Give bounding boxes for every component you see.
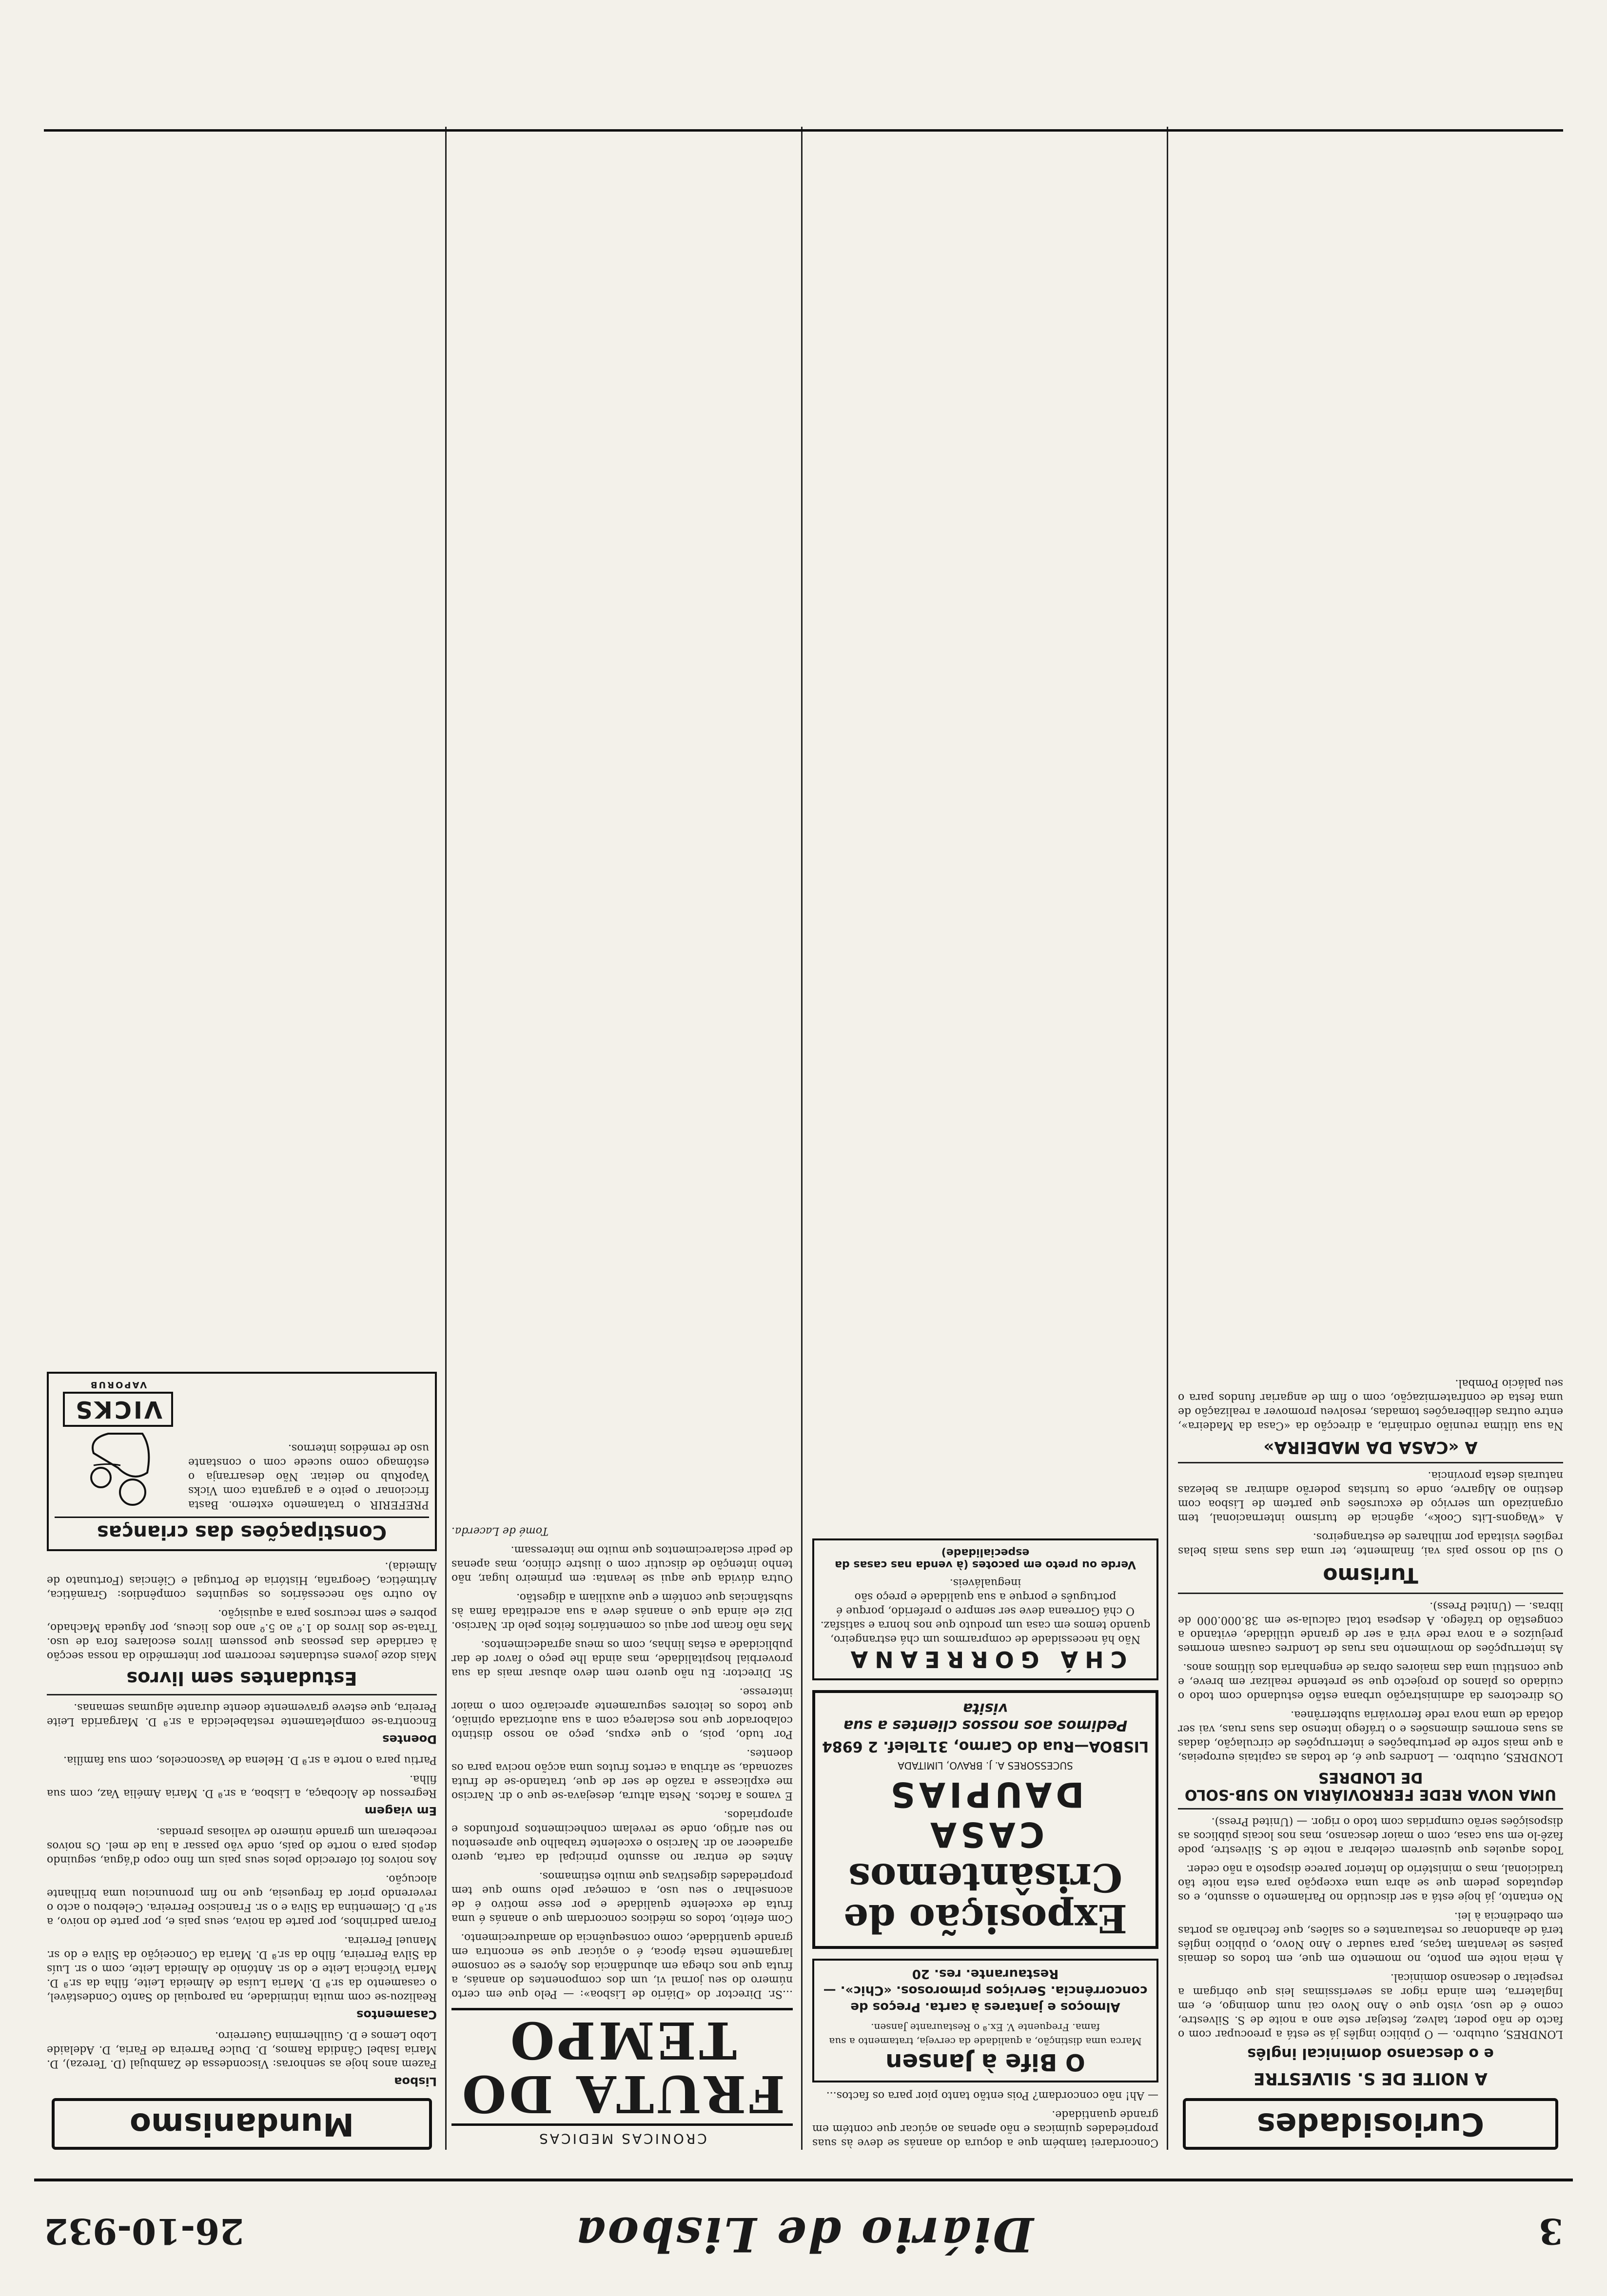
article-paragraph: LONDRES, outubro. — Londres que é, de todas as capitais europeias, a que mais sofre de perturbações e interrupções de circulação, dadas as suas enormes dimensões e o tráfego intenso das suas ruas, vai ser dotada de uma nova rede ferroviária subterrânea. [1178, 1709, 1563, 1763]
ad-gorreana-sub: Verde ou preto em pacotes (à venda nas casas da especialidade) [835, 1546, 1136, 1571]
article-paragraph: No entanto, já hoje está a ser discutido no Parlamento o assunto, e os deputados pedem que se abra uma excepção para esta noite tão tradicional, mas o ministério do Interior parece disposto a não ceder. [1178, 1863, 1563, 1903]
article-paragraph: As interrupções do movimento nas ruas de Londres causam enormes prejuízos e a nova rede virá a ser de grande utilidade, evitando a congestão do tráfego. A despesa total calcula-se em 38.000.000 de libras. — (United Press). [1178, 1600, 1563, 1654]
ad-exposicao-shop: CASA DAUPIAS [886, 1774, 1084, 1854]
article-paragraph: E vamos a factos. Nesta altura, desejava-se que o dr. Narciso me explicasse a razão de ser de que, tratando-se de fruta sazonada, se atribua a certos frutos uma acção nociva para os doentes. [451, 1747, 793, 1802]
subheadline-silvestre: e o descanso dominical inglês [1247, 2045, 1494, 2062]
article-paragraph: À meia noite em ponto, no momento em que, em todos os demais países se levantam taças, para saudar o Ano Novo, o público inglês terá de abandonar os restaurantes e os salões, que fecharão as portas em obediência à lei. [1178, 1910, 1563, 1965]
article-paragraph: LONDRES, outubro. — O público inglês já se está a preocupar com o facto de não poder, talvez, festejar este ano a noite de S. Silvestre, como é de uso, visto que o Ano Novo cai num domingo, e, em Inglaterra, tem ainda rigor as severíssimas leis que obrigam a respeitar o descanso dominical. [1178, 1971, 1563, 2040]
article-paragraph: Ao outro são necessários os seguintes compêndios: Gramática, Aritmética, Geografia, História de Portugal e Ciências (Fortunato de Almeida). [47, 1560, 437, 1600]
article-paragraph: Regressou de Alcobaça, a Lisboa, a sr.ª D. Maria Amélia Vaz, com sua filha. [47, 1773, 437, 1799]
ad-vicks [47, 1372, 437, 1551]
section-rule [1178, 1808, 1563, 1810]
article-paragraph: O sul do nosso país vai, finalmente, ter uma das suas mais belas regiões visitada por milhares de estrangeiros. [1178, 1531, 1563, 1557]
ad-cha-gorreana [812, 1538, 1158, 1680]
article-paragraph: Na sua última reunião ordinária, a direcção da «Casa da Madeira», entre outras deliberações tomadas, resolveu promover a realização de uma festa de confraternização, com o fim de angariar fundos para o seu palácio Pombal. [1178, 1377, 1563, 1432]
page-number: 3 [1538, 2211, 1563, 2252]
fruta-do-tempo-title: FRUTA DO TEMPO [451, 2008, 793, 2126]
curiosidades-box: Curiosidades [1183, 2098, 1558, 2150]
ad-exposicao-cta: Pedimos aos nossos clientes a sua visita [843, 1700, 1128, 1734]
masthead [44, 2194, 1563, 2262]
ad-bife-line: Almoços e jantares à carta. Preços de concorrência. Serviços primorosos. «Chic». — Restaurante. res. 20 [823, 1966, 1148, 2014]
headline-casa-madeira: A «CASA DA MADEIRA» [1263, 1438, 1478, 1457]
column-ads [812, 127, 1158, 2150]
subhead-anos: Lisboa [394, 2075, 437, 2088]
headline-londres: UMA NOVA REDE FERROVIÁRIA NO SUB-SOLO DE LONDRES [1184, 1769, 1557, 1803]
article-paragraph: ...Sr. Director do «Diário de Lisboa»: — Pelo que em certo número do seu jornal vi, um dos componentes do ananás, a fruta que nos chega em abundância dos Açores e se consome largamente nesta época, é o açúcar que se encontra em grande quantidade, como consequência do amadurecimento. [451, 1931, 793, 2000]
cronicas-medicas-label: CRONICAS MEDICAS [537, 2131, 707, 2147]
mundanismo-box: Mundanismo [52, 2098, 432, 2150]
article-paragraph: Mais doze jovens estudantes recorrem por intermédio da nossa secção à caridade das pessoas que possuem livros escolares fora de uso. Trata-se dos livros do 1.º ao 5.º ano dos liceus, por Águeda Machado, pobres e sem recursos para a aquisição. [47, 1607, 437, 1662]
article-signature: Tomé de Lacerda. [451, 1525, 549, 1537]
article-paragraph: Concordarei também que a doçura do ananás se deve às suas propriedades químicas e não apenas ao açúcar que contém em grande quantidade. [812, 2108, 1158, 2149]
article-paragraph: Antes de entrar no assunto principal da carta, quero agradecer ao dr. Narciso o excelente trabalho que apresentou no seu artigo, onde se revelam conhecimentos profundos e apropriados. [451, 1809, 793, 1863]
headline-turismo: Turismo [1323, 1563, 1418, 1588]
ad-gorreana-text: Não há necessidade de comprarmos um chá estrangeiro, quando temos em casa um produto que nos honra e satisfaz. O chá Gorreana deve ser sempre o preferido, porque é português e porque a sua qualidade e preço são inegualáveis. [820, 1576, 1151, 1645]
ad-bife-title: O Bife à Jansen [885, 2048, 1085, 2076]
mother-child-illustration [69, 1429, 167, 1512]
article-paragraph: Mas não ficam por aqui os comentários feitos pelo dr. Narciso. Diz ele ainda que o ananás deve a sua acreditada fama às substâncias que contém e que auxiliam a digestão. [451, 1591, 793, 1632]
vicks-brand-sub: VAPORUB [89, 1380, 147, 1390]
article-paragraph: Outra dúvida que aqui se levanta: em primeiro lugar, não tenho intenção de discutir com o ilustre clínico, mas apenas de pedir esclarecimentos que muito me interessam. [451, 1544, 793, 1584]
column-divider [801, 127, 803, 2150]
article-paragraph: Encontra-se completamente restabelecida a sr.ª D. Margarida Leite Pereira, que esteve gravemente doente durante algumas semanas. [47, 1701, 437, 1728]
article-paragraph: A «Wagons-Lits Cook», agência de turismo internacional, tem organizado um serviço de excursões que partem de Lisboa com destino ao Algarve, onde os turistas poderão admirar as belezas naturais desta província. [1178, 1469, 1563, 1524]
ad-exposicao-crisantemos [812, 1690, 1158, 1949]
article-paragraph: Todos aqueles que quiserem celebrar a noite de S. Silvestre, pode fazê-lo em sua casa, com o maior descanso, mas nos locais públicos as disposições serão cumpridas com todo o rigor. — (United Press). [1178, 1815, 1563, 1856]
vicks-brand: VICKS [63, 1392, 173, 1427]
article-paragraph: Com efeito, todos os médicos concordam que o ananás é uma fruta de excelente qualidade e por esse motivo é de aconselhar o seu uso, a começar pelo sumo que tem propriedades digestivas que muito estimamos. [451, 1870, 793, 1925]
article-paragraph: Foram padrinhos, por parte da noiva, seus pais e, por parte do noivo, a sr.ª D. Clementina da Silva e o sr. Francisco Ferreira. Celebrou o acto o reverendo prior da freguesia, que no fim pronunciou uma brilhante alocução. [47, 1873, 437, 1927]
column-fruta-tempo [451, 127, 793, 2150]
ad-exposicao-address: LISBOA—Rua do Carmo, 31 [928, 1738, 1149, 1755]
article-paragraph: Realizou-se com muita intimidade, na paroquial do Santo Condestável, o casamento da sr.ª D. Maria Luísa de Almeida Leite, filha da sr.ª D. Maria Vicência Leite e do sr. António de Almeida Leite, com o sr. Luís da Silva Ferreira, filho da sr.ª D. Maria da Conceição da Silva e do sr. Manuel Ferreira. [47, 1934, 437, 2003]
article-paragraph: Partiu para o norte a sr.ª D. Helena de Vasconcelos, com sua família. [63, 1754, 437, 1766]
ad-vicks-text: PREFERIR o tratamento externo. Basta friccionar o peito e a garganta com Vicks VapoRub no deitar. Não desarranja o estômago como sucede com o constante uso de remédios internos. [188, 1442, 429, 1511]
ad-bife-text: Marca uma distinção, a qualidade da cerveja, tratamento a sua fama. Frequente V. Ex.ª o Restaurante Jansen. [829, 2022, 1142, 2047]
headline-estudantes: Estudantes sem livros [126, 1668, 357, 1689]
article-paragraph: — Ah! não concordam? Pois então tanto pior para os factos... [826, 2089, 1158, 2101]
ad-exposicao-phone: Telef. 2 6984 [822, 1738, 927, 1755]
column-curiosidades [1178, 127, 1563, 2150]
section-rule [1178, 1462, 1563, 1463]
ad-exposicao-title: Exposição de Crisântemos [843, 1855, 1127, 1942]
article-paragraph: Sr. Director: Eu não quero nem devo abusar mais da sua proverbial hospitalidade, mas ainda lhe peço o favor de dar publicidade a estas linhas, com os meus agradecimentos. [451, 1638, 793, 1679]
column-mundanismo [47, 127, 437, 2150]
column-divider [1167, 127, 1168, 2150]
subhead-doentes: Doentes [382, 1732, 437, 1746]
subhead-casamentos: Casamentos [356, 2008, 437, 2022]
ad-bife-jansen [812, 1959, 1158, 2082]
page-border-bottom [44, 129, 1563, 132]
ad-exposicao-successor: SUCESSORES A. J. BRAVO, LIMITADA [898, 1760, 1073, 1771]
newspaper-title: Diário de Lisboa [573, 2207, 1034, 2262]
issue-date: 26-10-932 [44, 2211, 244, 2252]
article-paragraph: Por tudo, pois, o que expus, peço ao nosso distinto colaborador que nos esclareça com a sua autorizada opinião, que todos os leitores seguramente apreciarão com o maior interesse. [451, 1686, 793, 1740]
section-rule [47, 1694, 437, 1695]
article-paragraph: Aos noivos foi oferecido pelos seus pais um fino copo d'água, seguindo depois para o norte do país, onde vão passar a lua de mel. Os noivos receberam um grande número de valiosas prendas. [47, 1826, 437, 1866]
masthead-rule [34, 2179, 1573, 2181]
column-divider [445, 127, 447, 2150]
article-paragraph: Fazem anos hoje as senhoras: Viscondessa de Zambujal (D. Tereza), D. Maria Isabel Cândida Ramos, D. Dulce Parreira de Faria, D. Adelaide Lobo Lemos e D. Guilhermina Guerreiro. [47, 2029, 437, 2070]
headline-silvestre: A NOITE DE S. SILVESTRE [1254, 2069, 1488, 2088]
section-rule [1178, 1593, 1563, 1594]
subhead-viagens: Em viagem [364, 1804, 437, 1818]
ad-vicks-title: Constipações das crianças [55, 1517, 429, 1543]
article-paragraph: Os directores da administração urbana estão estudando com todo o cuidado os planos do projecto que se pretende realizar em breve, e que constitui uma das maiores obras de engenharia dos últimos anos. [1178, 1661, 1563, 1702]
ad-gorreana-title: CHÁ GORREANA [843, 1646, 1127, 1673]
